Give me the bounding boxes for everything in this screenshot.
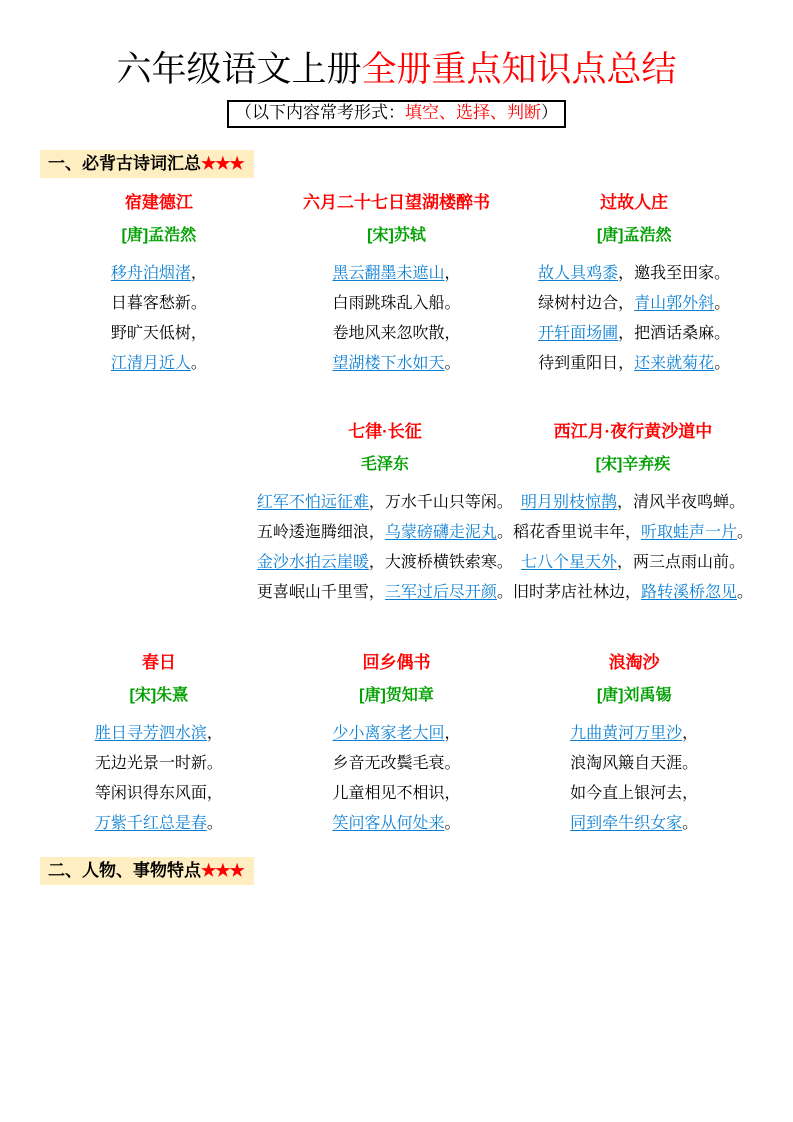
subtitle-highlight: 填空、选择、判断 <box>405 102 541 122</box>
poem-text: 。 <box>714 295 731 313</box>
poem-keyword: 明月别枝惊鹊 <box>520 494 617 512</box>
subtitle-prefix: （以下内容常考形式： <box>235 102 405 122</box>
poem-lines <box>515 259 753 379</box>
poem-line <box>515 349 753 379</box>
poem-line <box>257 578 513 608</box>
poem-keyword: 同到牵牛织女家 <box>570 815 683 833</box>
poem-text: 。 <box>736 524 753 542</box>
poem-lines <box>40 719 278 839</box>
poem-row-1 <box>40 192 753 379</box>
poem-text: 乡音无改鬓毛衰。 <box>332 755 461 773</box>
poem-author: [宋]苏轼 <box>367 227 426 245</box>
poem-line <box>40 779 278 809</box>
section-heading-2-stars: ★★★ <box>201 861 244 881</box>
poem-keyword: 三军过后尽开颜 <box>384 584 497 602</box>
poem-author: [唐]孟浩然 <box>596 227 672 245</box>
section-heading-1-stars: ★★★ <box>201 154 244 174</box>
poem-lines <box>278 719 516 839</box>
poem-keyword: 青山郭外斜 <box>634 295 715 313</box>
poem-text: 旧时茅店社林边， <box>512 584 641 602</box>
poem-title: 回乡偶书 <box>362 653 431 673</box>
poem-line <box>257 518 513 548</box>
section-heading-row-2 <box>40 857 753 885</box>
poem-text: ，把酒话桑麻。 <box>618 325 731 343</box>
poem-author: [宋]朱熹 <box>129 687 189 705</box>
poem-line <box>278 259 516 289</box>
poem-text: ， <box>206 725 223 743</box>
poem-lines <box>515 719 753 839</box>
poem-text: 。 <box>682 815 699 833</box>
poem-text: 。 <box>496 584 513 602</box>
poem-text: 绿树村边合， <box>538 295 635 313</box>
poem-text: ， <box>190 265 207 283</box>
poem-line <box>515 289 753 319</box>
subtitle-container <box>40 100 753 128</box>
poem-text: 卷地风来忽吹散， <box>332 325 461 343</box>
poem-line <box>278 349 516 379</box>
poem-text: ， <box>444 265 461 283</box>
poem-author: [唐]刘禹锡 <box>596 687 672 705</box>
poem-title: 春日 <box>141 653 176 673</box>
poem-keyword: 胜日寻芳泗水滨 <box>94 725 207 743</box>
section-heading-1 <box>40 150 254 178</box>
poem-line <box>40 809 278 839</box>
poem-line <box>513 518 753 548</box>
subtitle-box <box>227 100 566 128</box>
poem-line <box>278 749 516 779</box>
poem-card-xijiangyue <box>513 421 753 608</box>
poem-line <box>278 809 516 839</box>
poem-text: 稻花香里说丰年， <box>512 524 641 542</box>
poem-line <box>40 259 278 289</box>
poem-line <box>40 749 278 779</box>
poem-row-2 <box>40 421 753 608</box>
poem-lines <box>40 259 278 379</box>
poem-line <box>257 488 513 518</box>
poem-text: 。 <box>714 355 731 373</box>
poem-text: 如今直上银河去， <box>570 785 699 803</box>
poem-line <box>515 749 753 779</box>
poem-text: 更喜岷山千里雪， <box>256 584 385 602</box>
poem-keyword: 故人具鸡黍 <box>538 265 619 283</box>
poem-line <box>515 259 753 289</box>
poem-keyword: 江清月近人 <box>110 355 191 373</box>
poem-title: 西江月·夜行黄沙道中 <box>553 422 713 442</box>
poem-line <box>513 488 753 518</box>
poem-card-huixiang-oushu <box>278 652 516 839</box>
poem-keyword: 开轩面场圃 <box>538 325 619 343</box>
poem-keyword: 听取蛙声一片 <box>640 524 737 542</box>
poem-text: 儿童相见不相识， <box>332 785 461 803</box>
poem-card-su-jian-de-jiang <box>40 192 278 379</box>
poem-keyword: 九曲黄河万里沙 <box>570 725 683 743</box>
poem-card-langtaosha <box>515 652 753 839</box>
poem-text: 。 <box>444 815 461 833</box>
poem-line <box>40 719 278 749</box>
page-title-part2: 全册重点知识点总结 <box>361 50 677 89</box>
poem-keyword: 七八个星天外 <box>520 554 617 572</box>
section-heading-row-1 <box>40 150 753 178</box>
poem-line <box>257 548 513 578</box>
poem-line <box>278 779 516 809</box>
poem-author: 毛泽东 <box>360 456 409 474</box>
poem-line <box>40 349 278 379</box>
section-heading-2-label: 二、人物、事物特点 <box>48 861 201 881</box>
poem-lines <box>278 259 516 379</box>
subtitle-suffix: ） <box>541 102 558 122</box>
poem-text: 日暮客愁新。 <box>110 295 207 313</box>
poem-text: 。 <box>496 524 513 542</box>
poem-text: 。 <box>190 355 207 373</box>
page-title-part1: 六年级语文上册 <box>116 50 362 89</box>
poem-title: 过故人庄 <box>600 193 669 213</box>
poem-line <box>278 719 516 749</box>
poem-text: 野旷天低树， <box>110 325 207 343</box>
section-heading-2 <box>40 857 254 885</box>
poem-author: [宋]辛弃疾 <box>595 456 671 474</box>
poem-text: ，两三点雨山前。 <box>616 554 745 572</box>
poem-keyword: 还来就菊花 <box>634 355 715 373</box>
poem-line <box>40 319 278 349</box>
poem-line <box>515 319 753 349</box>
poem-line <box>278 289 516 319</box>
poem-text: ，邀我至田家。 <box>618 265 731 283</box>
poem-line <box>515 719 753 749</box>
poem-text: 浪淘风簸自天涯。 <box>570 755 699 773</box>
poem-line <box>513 548 753 578</box>
poem-keyword: 乌蒙磅礴走泥丸 <box>384 524 497 542</box>
poem-keyword: 笑问客从何处来 <box>332 815 445 833</box>
poem-text: 待到重阳日， <box>538 355 635 373</box>
poem-title: 浪淘沙 <box>608 653 660 673</box>
poem-lines <box>257 488 513 608</box>
poem-title: 六月二十七日望湖楼醉书 <box>303 193 490 213</box>
poem-keyword: 移舟泊烟渚 <box>110 265 191 283</box>
poem-keyword: 万紫千红总是春 <box>94 815 207 833</box>
poem-keyword: 少小离家老大回 <box>332 725 445 743</box>
poem-keyword: 黑云翻墨未遮山 <box>332 265 445 283</box>
poem-text: 无边光景一时新。 <box>94 755 223 773</box>
poem-keyword: 金沙水拍云崖暖 <box>256 554 369 572</box>
poem-text: ， <box>444 725 461 743</box>
poem-text: ， <box>682 725 699 743</box>
poem-card-guo-gu-ren-zhuang <box>515 192 753 379</box>
poem-text: 等闲识得东风面， <box>94 785 223 803</box>
poem-keyword: 望湖楼下水如天 <box>332 355 445 373</box>
poem-card-wangliu-lou <box>278 192 516 379</box>
poem-text: 。 <box>206 815 223 833</box>
poem-line <box>278 319 516 349</box>
poem-text: ，清风半夜鸣蝉。 <box>616 494 745 512</box>
poem-author: [唐]孟浩然 <box>121 227 197 245</box>
poem-text: 。 <box>444 355 461 373</box>
poem-keyword: 红军不怕远征难 <box>256 494 369 512</box>
poem-title: 宿建德江 <box>124 193 193 213</box>
poem-line <box>40 289 278 319</box>
poem-card-chunri <box>40 652 278 839</box>
page-title <box>40 48 753 92</box>
poem-text: 五岭逶迤腾细浪， <box>256 524 385 542</box>
section-heading-1-label: 一、必背古诗词汇总 <box>48 154 201 174</box>
poem-text: 白雨跳珠乱入船。 <box>332 295 461 313</box>
poem-line <box>515 779 753 809</box>
poem-line <box>513 578 753 608</box>
poem-line <box>515 809 753 839</box>
poem-row-3 <box>40 652 753 839</box>
poem-text: ，万水千山只等闲。 <box>368 494 513 512</box>
poem-text: ，大渡桥横铁索寒。 <box>368 554 513 572</box>
poem-author: [唐]贺知章 <box>359 687 434 705</box>
poem-keyword: 路转溪桥忽见 <box>640 584 737 602</box>
poem-title: 七律·长征 <box>348 422 422 442</box>
poem-lines <box>513 488 753 608</box>
poem-card-qilv-changzheng <box>257 421 513 608</box>
poem-text: 。 <box>736 584 753 602</box>
